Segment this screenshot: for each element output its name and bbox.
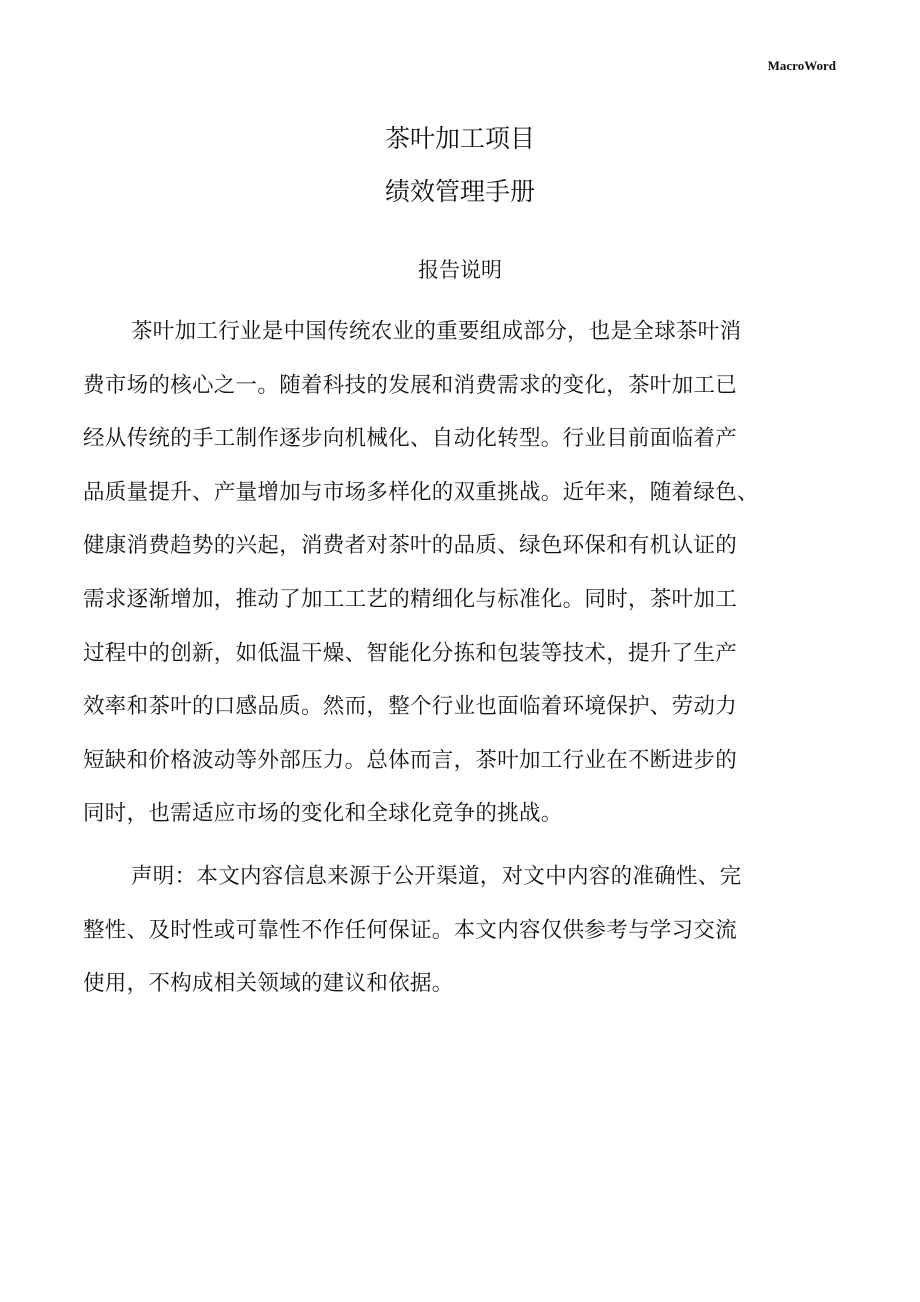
- paragraph-line: 费市场的核心之一。随着科技的发展和消费需求的变化，茶叶加工已: [83, 372, 738, 398]
- paragraph-line: 过程中的创新，如低温干燥、智能化分拣和包装等技术，提升了生产: [83, 640, 738, 666]
- paragraph-line: 茶叶加工行业是中国传统农业的重要组成部分，也是全球茶叶消: [131, 319, 742, 344]
- paragraph-line: 声明：本文内容信息来源于公开渠道，对文中内容的准确性、完: [131, 864, 742, 889]
- paragraph-line: 整性、及时性或可靠性不作任何保证。本文内容仅供参考与学习交流: [83, 917, 738, 943]
- paragraph-line: 需求逐渐增加，推动了加工工艺的精细化与标准化。同时，茶叶加工: [83, 586, 738, 612]
- paragraph-line: 短缺和价格波动等外部压力。总体而言，茶叶加工行业在不断进步的: [83, 747, 738, 773]
- paragraph-line: 效率和茶叶的口感品质。然而，整个行业也面临着环境保护、劳动力: [83, 694, 738, 720]
- paragraph-line: 健康消费趋势的兴起，消费者对茶叶的品质、绿色环保和有机认证的: [83, 533, 738, 559]
- paragraph-line: 使用，不构成相关领域的建议和依据。: [83, 971, 454, 997]
- document-title-line-2: 绩效管理手册: [384, 177, 535, 206]
- section-heading: 报告说明: [418, 258, 502, 282]
- paragraph-intro: [83, 305, 843, 841]
- paragraph-disclaimer: [83, 850, 843, 1011]
- document-title-line-1: 茶叶加工项目: [384, 124, 535, 153]
- paragraph-line: 同时，也需适应市场的变化和全球化竞争的挑战。: [83, 801, 563, 827]
- paragraph-line: 品质量提升、产量增加与市场多样化的双重挑战。近年来，随着绿色、: [83, 479, 759, 505]
- paragraph-line: 经从传统的手工制作逐步向机械化、自动化转型。行业目前面临着产: [83, 426, 738, 452]
- header-brand: MacroWord: [767, 58, 836, 73]
